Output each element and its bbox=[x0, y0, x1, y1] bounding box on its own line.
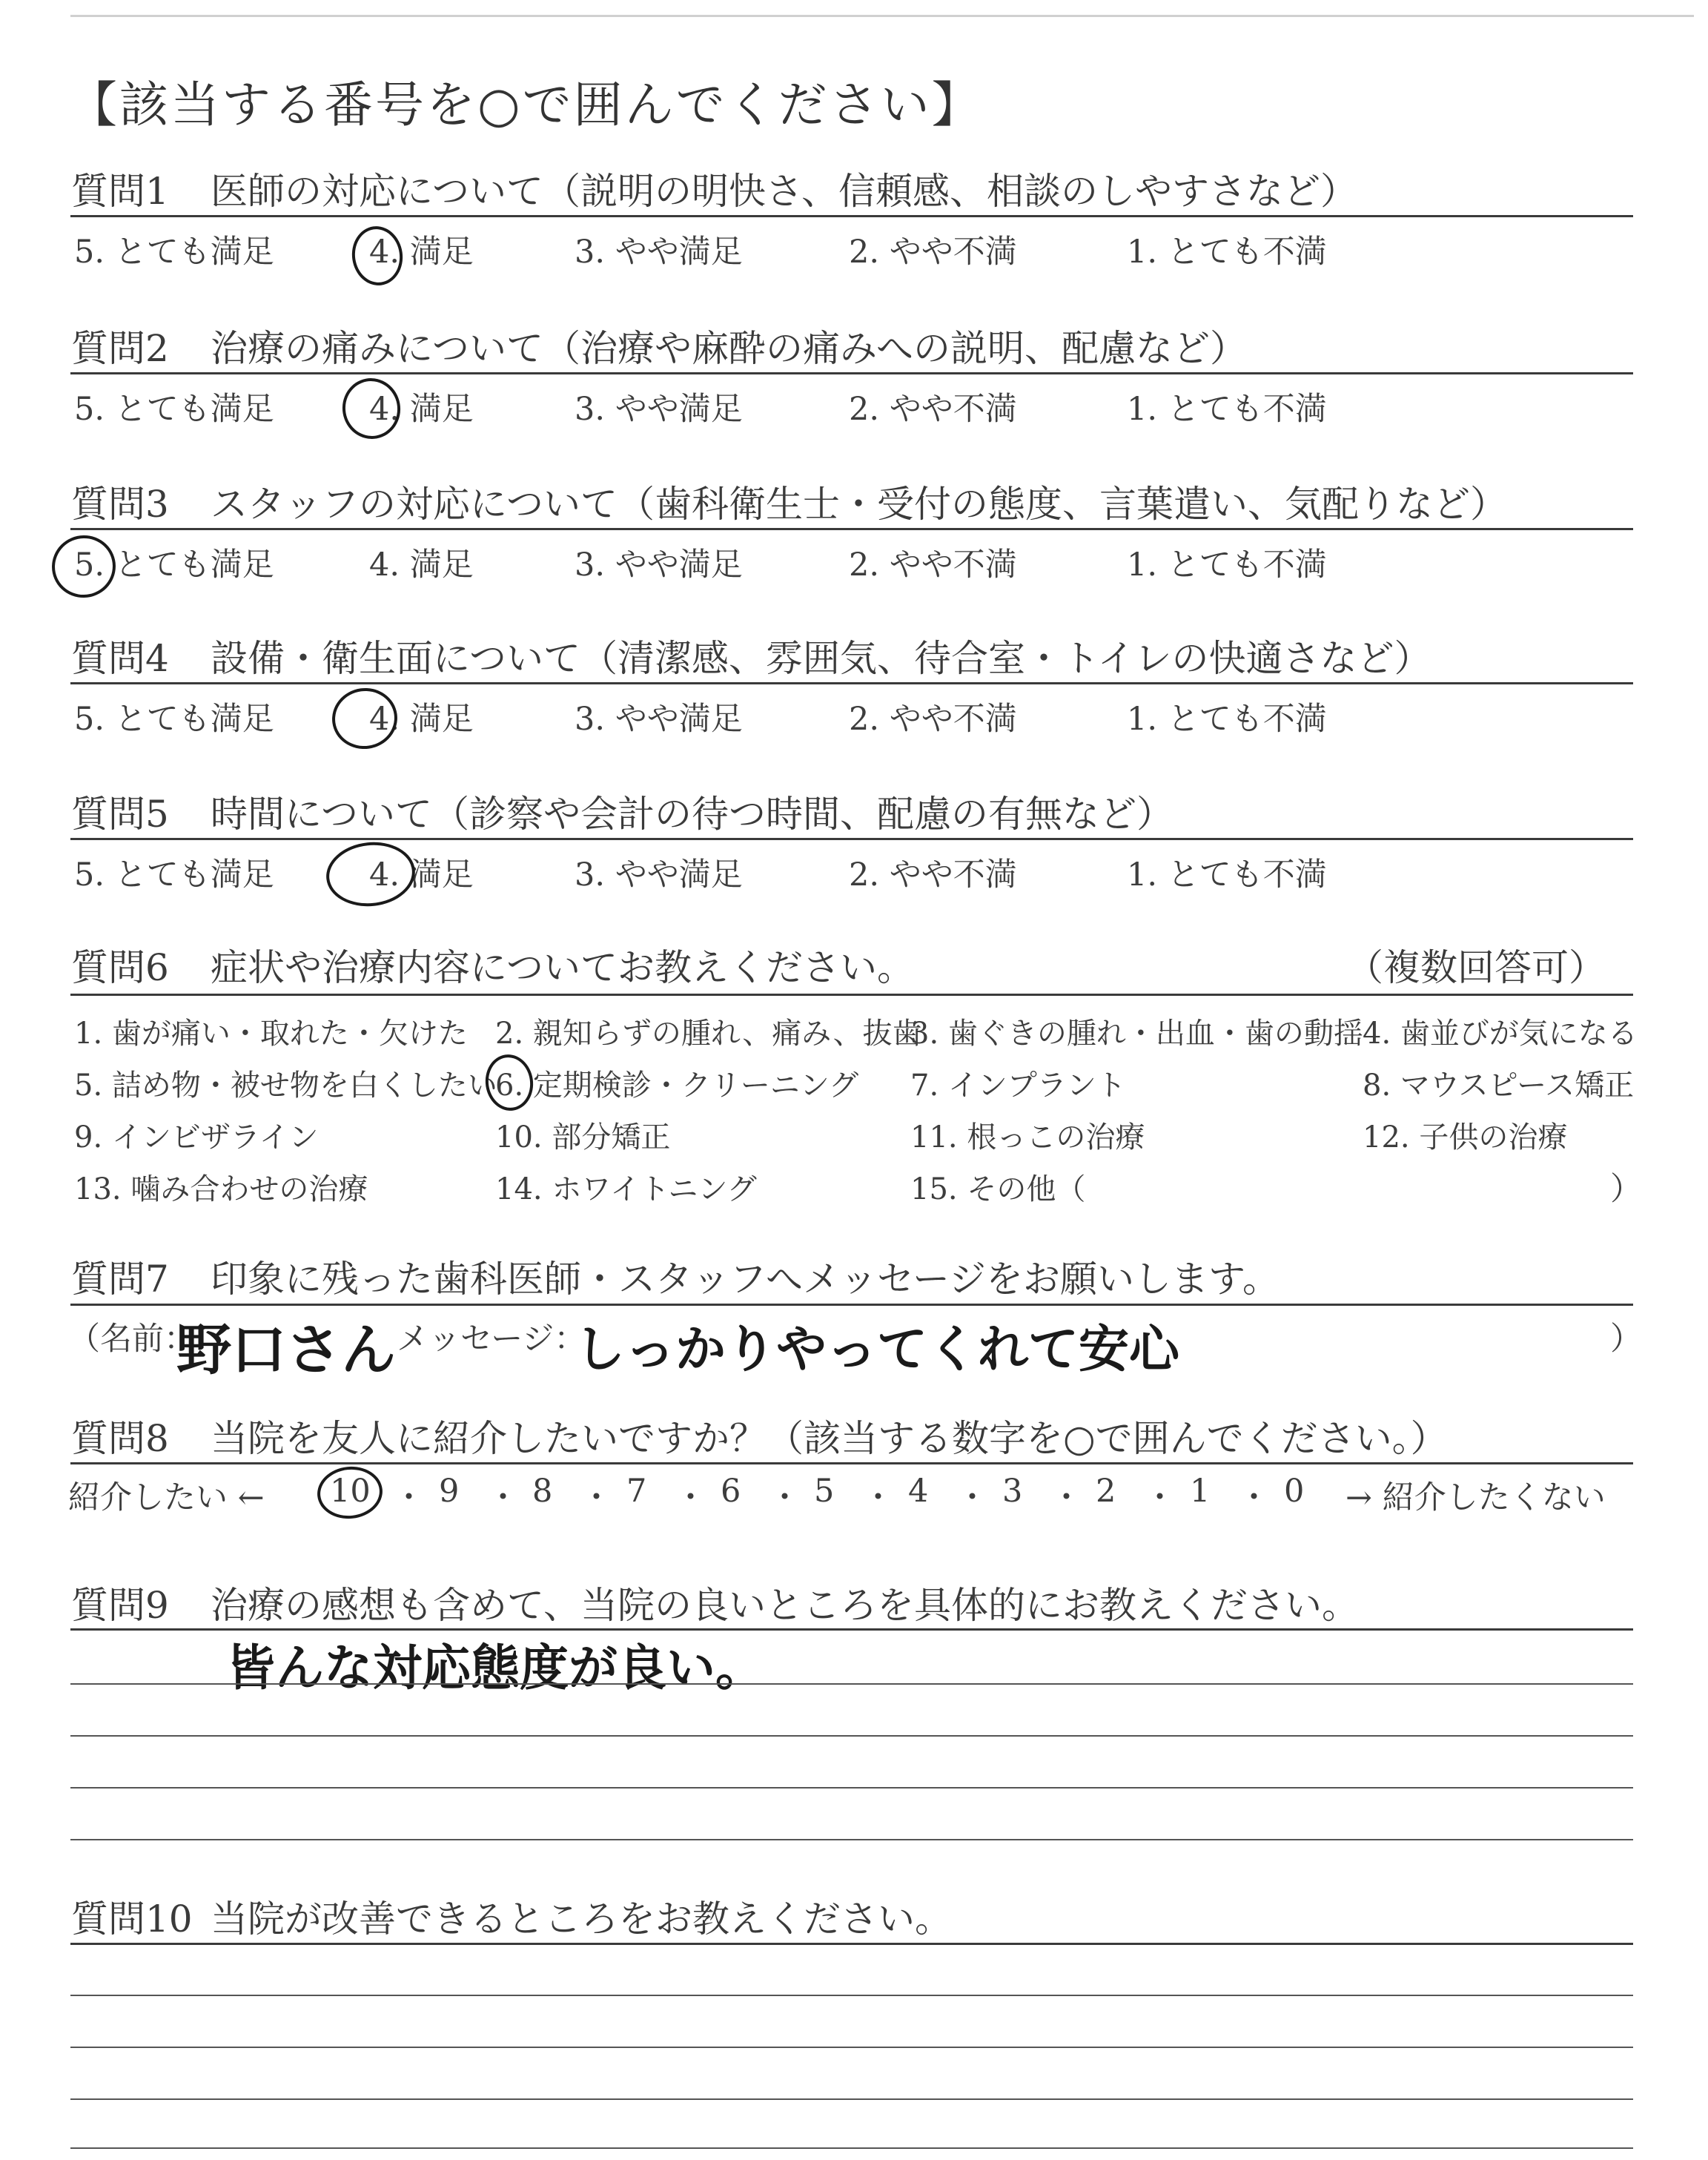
q10-heading bbox=[71, 1889, 952, 1949]
q8-score-7[interactable]: 7 bbox=[626, 1473, 647, 1510]
q4-number: 質問4 bbox=[71, 637, 169, 680]
q3-option-1[interactable]: 1. とても不満 bbox=[1127, 546, 1327, 584]
q1-option-2[interactable]: 2. やや不満 bbox=[849, 234, 1017, 271]
q5-number: 質問5 bbox=[71, 793, 169, 836]
q7-name-handwriting[interactable]: 野口さん bbox=[176, 1318, 396, 1382]
q2-option-4[interactable]: 4. 満足 bbox=[369, 391, 474, 428]
q10-number: 質問10 bbox=[71, 1898, 193, 1941]
q3-rule bbox=[70, 528, 1633, 530]
q4-text: 設備・衛生面について（清潔感、雰囲気、待合室・トイレの快適さなど） bbox=[211, 637, 1431, 680]
q1-option-3[interactable]: 3. やや満足 bbox=[575, 234, 743, 271]
q6-option-1[interactable]: 1. 歯が痛い・取れた・欠けた bbox=[74, 1017, 468, 1051]
q6-option-8[interactable]: 8. マウスピース矯正 bbox=[1363, 1069, 1635, 1103]
q6-option-11[interactable]: 11. 根っこの治療 bbox=[910, 1120, 1145, 1155]
q7-heading bbox=[71, 1249, 1280, 1309]
q8-score-10[interactable]: 10 bbox=[330, 1473, 371, 1510]
q6-option-4[interactable]: 4. 歯並びが気になる bbox=[1363, 1017, 1638, 1051]
q8-score-9[interactable]: 9 bbox=[439, 1473, 460, 1510]
q8-dot: ・ bbox=[769, 1479, 801, 1516]
q10-text: 当院が改善できるところをお教えください。 bbox=[211, 1898, 952, 1941]
q8-score-1[interactable]: 1 bbox=[1190, 1473, 1211, 1510]
q3-number: 質問3 bbox=[71, 483, 169, 526]
q1-option-4[interactable]: 4. 満足 bbox=[369, 234, 474, 271]
q8-dot: ・ bbox=[956, 1479, 988, 1516]
q8-dot: ・ bbox=[487, 1479, 519, 1516]
q4-rule bbox=[70, 682, 1633, 684]
q8-selection-circle bbox=[315, 1464, 385, 1522]
q6-multiple-note: （複数回答可） bbox=[1346, 946, 1606, 989]
q3-option-5[interactable]: 5. とても満足 bbox=[74, 546, 274, 584]
q7-message-handwriting[interactable]: しっかりやってくれて安心 bbox=[575, 1321, 1180, 1379]
q8-dot: ・ bbox=[580, 1479, 612, 1516]
q9-answer-line-1 bbox=[70, 1683, 1633, 1685]
q3-option-2[interactable]: 2. やや不満 bbox=[849, 546, 1017, 584]
q1-text: 医師の対応について（説明の明快さ、信頼感、相談のしやすさなど） bbox=[211, 170, 1357, 213]
q6-heading bbox=[71, 938, 1606, 997]
q2-number: 質問2 bbox=[71, 327, 169, 370]
q3-heading bbox=[71, 475, 1507, 534]
q2-rule bbox=[70, 372, 1633, 374]
q5-option-5[interactable]: 5. とても満足 bbox=[74, 856, 274, 894]
q6-text: 症状や治療内容についてお教えください。 bbox=[211, 946, 914, 989]
q6-option-3[interactable]: 3. 歯ぐきの腫れ・出血・歯の動揺 bbox=[910, 1017, 1363, 1051]
q2-option-5[interactable]: 5. とても満足 bbox=[74, 391, 274, 428]
q1-rule bbox=[70, 215, 1633, 217]
q8-left-label: 紹介したい ← bbox=[68, 1479, 265, 1516]
q8-dot: ・ bbox=[1238, 1479, 1270, 1516]
q1-option-1[interactable]: 1. とても不満 bbox=[1127, 234, 1327, 271]
q2-text: 治療の痛みについて（治療や麻酔の痛みへの説明、配慮など） bbox=[211, 327, 1247, 370]
q6-option-7[interactable]: 7. インプラント bbox=[910, 1069, 1126, 1103]
q8-text: 当院を友人に紹介したいですか？（該当する数字を○で囲んでください。） bbox=[211, 1417, 1448, 1460]
instruction-heading: 【該当する番号を○で囲んでください】 bbox=[68, 76, 983, 133]
scan-top-edge bbox=[70, 15, 1694, 17]
q6-option-2[interactable]: 2. 親知らずの腫れ、痛み、抜歯 bbox=[495, 1017, 922, 1051]
q8-score-3[interactable]: 3 bbox=[1002, 1473, 1023, 1510]
q4-option-4[interactable]: 4. 満足 bbox=[369, 701, 474, 738]
q4-option-5[interactable]: 5. とても満足 bbox=[74, 701, 274, 738]
q2-option-1[interactable]: 1. とても不満 bbox=[1127, 391, 1327, 428]
q6-option-13[interactable]: 13. 噛み合わせの治療 bbox=[74, 1172, 368, 1206]
q5-option-3[interactable]: 3. やや満足 bbox=[575, 856, 743, 894]
q7-text: 印象に残った歯科医師・スタッフへメッセージをお願いします。 bbox=[211, 1258, 1280, 1301]
q1-heading bbox=[71, 162, 1357, 221]
q4-option-3[interactable]: 3. やや満足 bbox=[575, 701, 743, 738]
q5-text: 時間について（診察や会計の待つ時間、配慮の有無など） bbox=[211, 793, 1174, 836]
q8-score-4[interactable]: 4 bbox=[908, 1473, 929, 1510]
q10-rule bbox=[70, 1943, 1633, 1945]
q10-answer-line-4 bbox=[70, 2147, 1633, 2149]
q3-option-3[interactable]: 3. やや満足 bbox=[575, 546, 743, 584]
q7-close-paren: ） bbox=[1610, 1321, 1642, 1358]
q6-option-12[interactable]: 12. 子供の治療 bbox=[1363, 1120, 1568, 1155]
q9-heading bbox=[71, 1576, 1359, 1635]
q3-option-4[interactable]: 4. 満足 bbox=[369, 546, 474, 584]
q6-number: 質問6 bbox=[71, 946, 169, 989]
q10-answer-line-3 bbox=[70, 2098, 1633, 2100]
q8-score-8[interactable]: 8 bbox=[532, 1473, 553, 1510]
q8-score-2[interactable]: 2 bbox=[1096, 1473, 1116, 1510]
q9-answer-line-3 bbox=[70, 1787, 1633, 1789]
q4-heading bbox=[71, 629, 1431, 688]
q4-option-1[interactable]: 1. とても不満 bbox=[1127, 701, 1327, 738]
q9-answer-line-2 bbox=[70, 1735, 1633, 1737]
q2-option-3[interactable]: 3. やや満足 bbox=[575, 391, 743, 428]
q5-option-4[interactable]: 4. 満足 bbox=[369, 856, 474, 894]
q7-message-label: メッセージ： bbox=[397, 1321, 586, 1358]
q5-option-2[interactable]: 2. やや不満 bbox=[849, 856, 1017, 894]
q5-heading bbox=[71, 785, 1174, 844]
q8-score-6[interactable]: 6 bbox=[721, 1473, 741, 1510]
q2-option-2[interactable]: 2. やや不満 bbox=[849, 391, 1017, 428]
q7-name-label: （名前： bbox=[68, 1321, 196, 1358]
q6-option-9[interactable]: 9. インビザライン bbox=[74, 1120, 319, 1155]
q6-option-6[interactable]: 6. 定期検診・クリーニング bbox=[495, 1069, 859, 1103]
q7-rule bbox=[70, 1304, 1633, 1306]
q8-dot: ・ bbox=[1144, 1479, 1176, 1516]
q8-dot: ・ bbox=[862, 1479, 894, 1516]
q1-option-5[interactable]: 5. とても満足 bbox=[74, 234, 274, 271]
q6-option-14[interactable]: 14. ホワイトニング bbox=[495, 1172, 757, 1206]
q6-selection-circle bbox=[482, 1051, 537, 1114]
q6-option-15[interactable]: 15. その他（ bbox=[910, 1172, 1086, 1206]
q8-dot: ・ bbox=[1050, 1479, 1082, 1516]
q8-dot: ・ bbox=[675, 1479, 706, 1516]
q1-number: 質問1 bbox=[71, 170, 169, 213]
q5-selection-circle bbox=[323, 838, 418, 911]
q6-rule bbox=[70, 994, 1633, 996]
q9-text: 治療の感想も含めて、当院の良いところを具体的にお教えください。 bbox=[211, 1584, 1359, 1627]
q7-number: 質問7 bbox=[71, 1258, 169, 1301]
q2-heading bbox=[71, 319, 1247, 378]
q6-option-5[interactable]: 5. 詰め物・被せ物を白くしたい bbox=[74, 1069, 497, 1103]
q8-score-5[interactable]: 5 bbox=[814, 1473, 835, 1510]
q8-score-0[interactable]: 0 bbox=[1284, 1473, 1305, 1510]
q8-rule bbox=[70, 1462, 1633, 1464]
q8-number: 質問8 bbox=[71, 1417, 169, 1460]
q4-option-2[interactable]: 2. やや不満 bbox=[849, 701, 1017, 738]
q9-answer-line-4 bbox=[70, 1839, 1633, 1840]
q8-dot: ・ bbox=[393, 1479, 425, 1516]
q3-text: スタッフの対応について（歯科衛生士・受付の態度、言葉遣い、気配りなど） bbox=[211, 483, 1507, 526]
q5-rule bbox=[70, 838, 1633, 840]
q5-option-1[interactable]: 1. とても不満 bbox=[1127, 856, 1327, 894]
q8-heading bbox=[71, 1409, 1448, 1468]
q9-number: 質問9 bbox=[71, 1584, 169, 1627]
q6-option-10[interactable]: 10. 部分矯正 bbox=[495, 1120, 671, 1155]
q6-other-close-paren: ） bbox=[1610, 1171, 1642, 1208]
q10-answer-line-1 bbox=[70, 1995, 1633, 1996]
q9-answer-handwriting[interactable]: 皆んな対応態度が良い。 bbox=[226, 1639, 764, 1697]
q10-answer-line-2 bbox=[70, 2047, 1633, 2048]
q8-right-label: → 紹介したくない bbox=[1345, 1479, 1606, 1516]
